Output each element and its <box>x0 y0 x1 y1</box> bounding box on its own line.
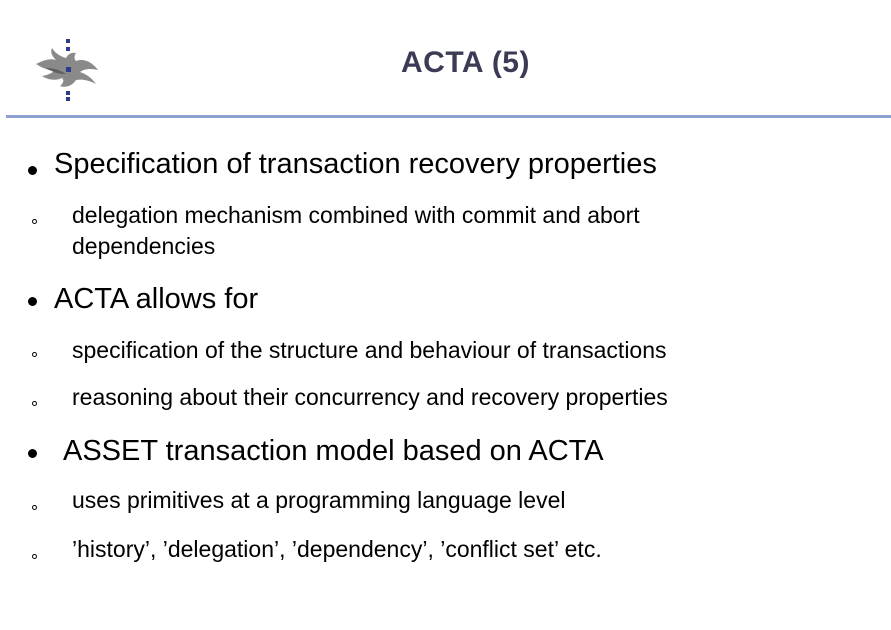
sub-bullet-item-2-1 <box>32 335 832 367</box>
sub-bullet-text: uses primitives at a programming language level <box>72 487 566 513</box>
sub-bullet-circle <box>32 352 37 357</box>
sub-bullet-circle <box>32 554 37 559</box>
sub-bullet-text: delegation mechanism combined with commit and abort <box>72 202 640 228</box>
sub-bullet-item-1-1 <box>32 200 832 262</box>
sub-bullet-text: specification of the structure and behaviour of transactions <box>72 337 667 363</box>
bullet-dot <box>28 449 37 458</box>
bullet-text: ACTA allows for <box>54 283 259 315</box>
sub-bullet-circle <box>32 401 37 406</box>
sub-bullet-item-3-2 <box>32 534 832 566</box>
bullet-item-1 <box>28 148 828 184</box>
bullet-text: ASSET transaction model based on ACTA <box>63 435 604 467</box>
sub-bullet-circle <box>32 219 37 224</box>
sub-bullet-item-2-2 <box>32 382 832 414</box>
bullet-text: Specification of transaction recovery properties <box>54 148 657 180</box>
title-divider <box>6 115 891 118</box>
bullet-dot <box>28 297 37 306</box>
bullet-item-2 <box>28 283 828 319</box>
bullet-dot <box>28 166 37 175</box>
sub-bullet-text-continued: dependencies <box>72 233 216 259</box>
sub-bullet-item-3-1 <box>32 485 832 517</box>
bullet-item-3 <box>28 435 828 471</box>
sub-bullet-text: ’history’, ’delegation’, ’dependency’, ’conflict set’ etc. <box>72 536 602 562</box>
sub-bullet-text: reasoning about their concurrency and recovery properties <box>72 384 668 410</box>
page-title: ACTA (5) <box>401 46 530 79</box>
sub-bullet-circle <box>32 505 37 510</box>
